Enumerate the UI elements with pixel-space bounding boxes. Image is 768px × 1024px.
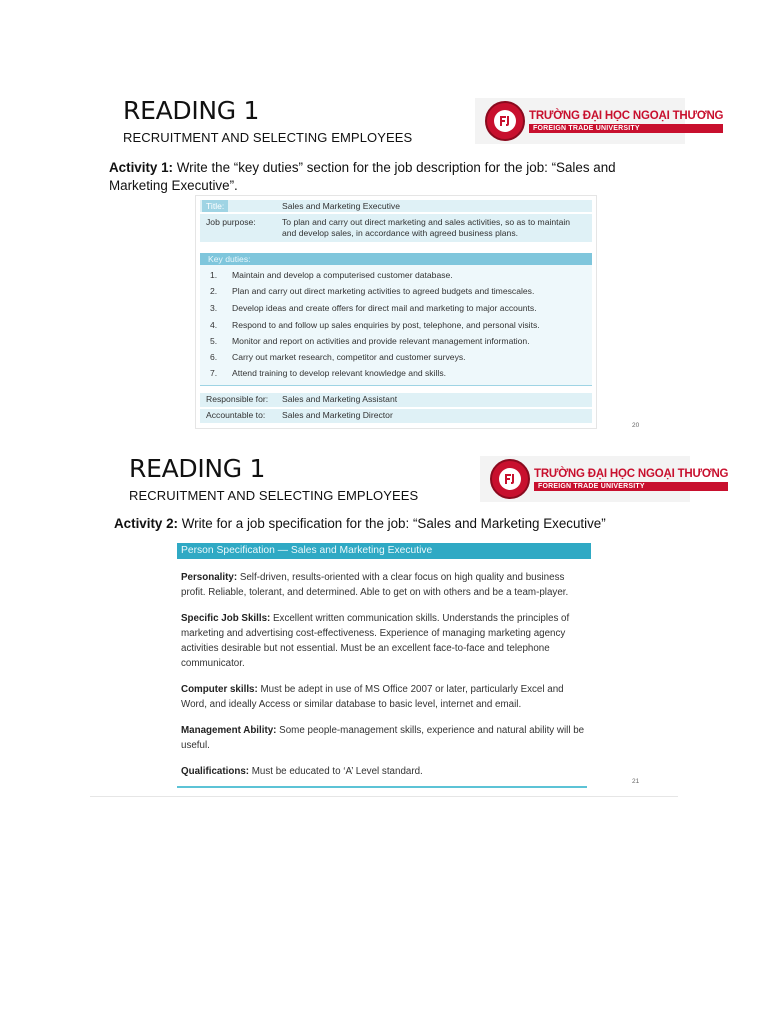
jd-purpose-value: To plan and carry out direct marketing and sales activities, so as to maintain and develop sales, in accordance with agreed business plans.	[282, 217, 571, 238]
jd-accountable-label: Accountable to:	[206, 410, 266, 420]
logo-english-name: FOREIGN TRADE UNIVERSITY	[529, 124, 723, 133]
activity-text: Write the “key duties” section for the job description for the job: “Sales and Marketing Executive”.	[109, 160, 616, 193]
slide-subtitle: RECRUITMENT AND SELECTING EMPLOYEES	[129, 488, 419, 503]
jd-purpose-row	[200, 214, 592, 242]
jd-purpose-label: Job purpose:	[206, 217, 256, 227]
spec-bottom-rule	[177, 786, 587, 788]
spec-job-skills: Specific Job Skills: Excellent written communication skills. Understands the principles of marketing and advertising cost-effectiveness. Experience of managing marketing agency activities desirable but not essential. Must be an excellent face-to-face and telephone communicator.	[181, 613, 570, 669]
jd-title-label: Title:	[202, 200, 228, 212]
jd-responsible-value: Sales and Marketing Assistant	[282, 394, 398, 404]
jd-responsible-row	[200, 393, 592, 407]
page-number: 20	[632, 422, 640, 429]
activity-label: Activity 1:	[109, 160, 173, 175]
activity-2-instruction	[114, 515, 674, 533]
university-logo	[480, 456, 729, 502]
logo-vietnamese-name: TRƯỜNG ĐẠI HỌC NGOẠI THƯƠNG	[534, 467, 729, 480]
slide-subtitle: RECRUITMENT AND SELECTING EMPLOYEES	[123, 130, 413, 145]
jd-accountable-row	[200, 409, 592, 423]
spec-personality: Personality: Self-driven, results-oriented with a clear focus on high quality and business profit. Reliable, tolerant, and determined. Able to get on with others and be a team-player.	[181, 572, 569, 598]
slide-title: READING 1	[129, 454, 266, 483]
key-duties-heading: Key duties:	[200, 253, 592, 265]
jd-title-value: Sales and Marketing Executive	[282, 201, 400, 211]
job-description-figure	[195, 195, 597, 429]
list-item: 1. Maintain and develop a computerised customer database.	[210, 270, 453, 280]
list-item: 5. Monitor and report on activities and provide relevant management information.	[210, 336, 530, 346]
key-duties-list	[200, 265, 592, 386]
slide-bottom-divider	[90, 796, 678, 797]
page-number: 21	[632, 778, 640, 785]
slide-title: READING 1	[123, 96, 260, 125]
activity-text: Write for a job specification for the job: “Sales and Marketing Executive”	[178, 516, 606, 531]
activity-1-instruction	[109, 159, 669, 195]
jd-responsible-label: Responsible for:	[206, 394, 269, 404]
person-specification-header: Person Specification — Sales and Marketing Executive	[177, 543, 591, 559]
list-item: 4. Respond to and follow up sales enquiries by post, telephone, and personal visits.	[210, 320, 540, 330]
spec-management-ability: Management Ability: Some people-management skills, experience and natural ability will be useful.	[181, 725, 585, 751]
list-item: 3. Develop ideas and create offers for direct mail and marketing to major accounts.	[210, 303, 537, 313]
jd-accountable-value: Sales and Marketing Director	[282, 410, 393, 420]
activity-label: Activity 2:	[114, 516, 178, 531]
slide-2	[90, 448, 729, 800]
person-specification-body	[181, 570, 586, 790]
spec-computer-skills: Computer skills: Must be adept in use of MS Office 2007 or later, particularly Excel and Word, and ideally Access or similar database to basic level, internet and email.	[181, 684, 564, 710]
slide-1	[90, 90, 724, 435]
list-item: 2. Plan and carry out direct marketing activities to agreed budgets and timescales.	[210, 286, 535, 296]
university-seal-icon	[485, 101, 525, 141]
list-item: 6. Carry out market research, competitor and customer surveys.	[210, 352, 466, 362]
university-logo	[475, 98, 724, 144]
university-seal-icon	[490, 459, 530, 499]
logo-vietnamese-name: TRƯỜNG ĐẠI HỌC NGOẠI THƯƠNG	[529, 109, 724, 122]
logo-english-name: FOREIGN TRADE UNIVERSITY	[534, 482, 728, 491]
list-item: 7. Attend training to develop relevant knowledge and skills.	[210, 368, 447, 378]
jd-title-row	[200, 200, 592, 212]
spec-qualifications: Qualifications: Must be educated to ‘A’ Level standard.	[181, 766, 423, 777]
